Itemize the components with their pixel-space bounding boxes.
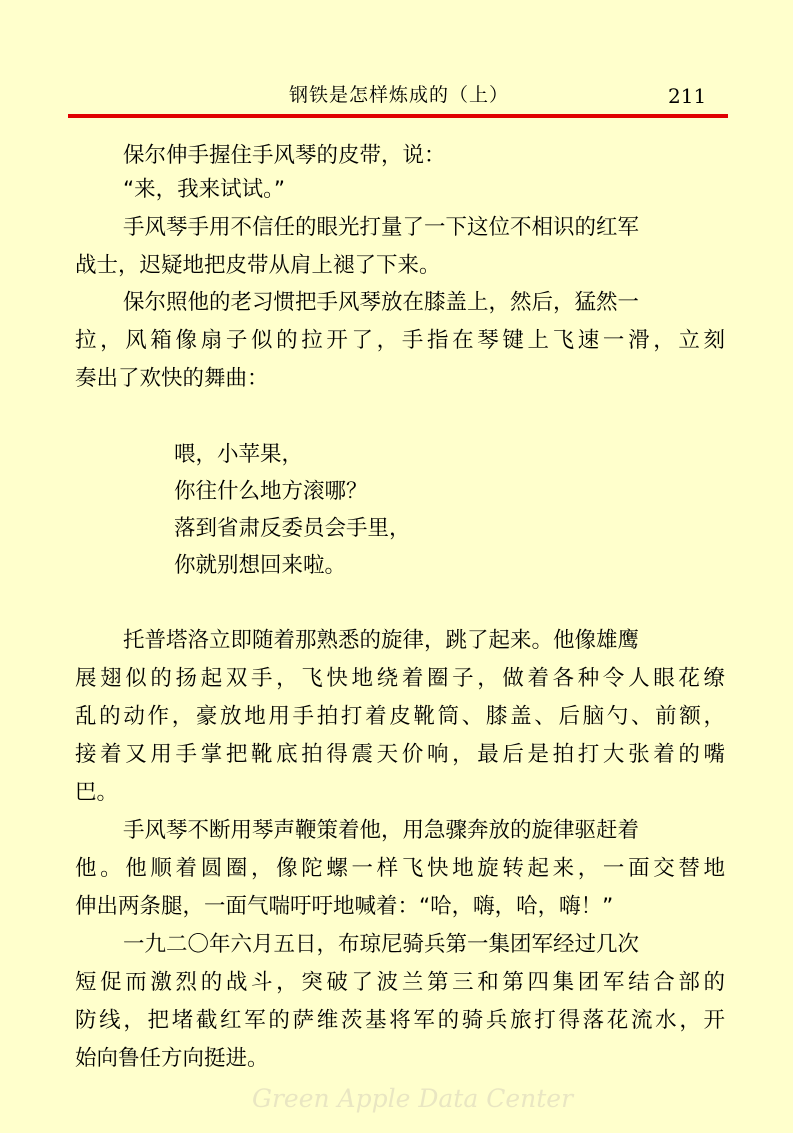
text-line: 战士，迟疑地把皮带从肩上褪了下来。: [75, 253, 441, 278]
header-title: 钢铁是怎样炼成的（上）: [289, 84, 510, 106]
text-line: 他。他顺着圆圈，像陀螺一样飞快地旋转起来，一面交替地: [75, 856, 725, 881]
text-line: 一九二〇年六月五日，布琼尼骑兵第一集团军经过几次: [123, 932, 640, 957]
poem-line: 你往什么地方滚哪？: [174, 479, 368, 504]
page-number: 211: [668, 84, 707, 108]
text-line: 始向鲁任方向挺进。: [75, 1046, 269, 1071]
poem-line: 落到省肃反委员会手里，: [174, 516, 411, 541]
watermark: Green Apple Data Center: [252, 1084, 574, 1113]
text-line: 托普塔洛立即随着那熟悉的旋律，跳了起来。他像雄鹰: [123, 628, 640, 653]
poem-line: 喂，小苹果，: [174, 442, 304, 467]
text-line: 接着又用手掌把靴底拍得震天价响，最后是拍打大张着的嘴: [75, 742, 725, 767]
text-line: 保尔伸手握住手风琴的皮带，说：: [123, 143, 446, 168]
text-line: 拉，风箱像扇子似的拉开了，手指在琴键上飞速一滑，立刻: [75, 328, 725, 353]
text-line: 奏出了欢快的舞曲：: [75, 366, 269, 391]
text-line: 防线，把堵截红军的萨维茨基将军的骑兵旅打得落花流水，开: [75, 1008, 725, 1033]
text-line: 短促而激烈的战斗，突破了波兰第三和第四集团军结合部的: [75, 970, 725, 995]
header-rule: [68, 114, 728, 118]
text-line: “来，我来试试。”: [123, 177, 286, 202]
text-line: 展翅似的扬起双手，飞快地绕着圈子，做着各种令人眼花缭: [75, 666, 725, 691]
poem-line: 你就别想回来啦。: [174, 553, 347, 578]
text-line: 伸出两条腿，一面气喘吁吁地喊着：“哈，嗨，哈，嗨！”: [75, 894, 614, 919]
text-line: 手风琴不断用琴声鞭策着他，用急骤奔放的旋律驱赶着: [123, 818, 640, 843]
text-line: 保尔照他的老习惯把手风琴放在膝盖上，然后，猛然一: [123, 290, 640, 315]
text-line: 乱的动作，豪放地用手拍打着皮靴筒、膝盖、后脑勺、前额，: [75, 704, 725, 729]
text-line: 手风琴手用不信任的眼光打量了一下这位不相识的红军: [123, 215, 640, 240]
text-line: 巴。: [75, 780, 119, 805]
